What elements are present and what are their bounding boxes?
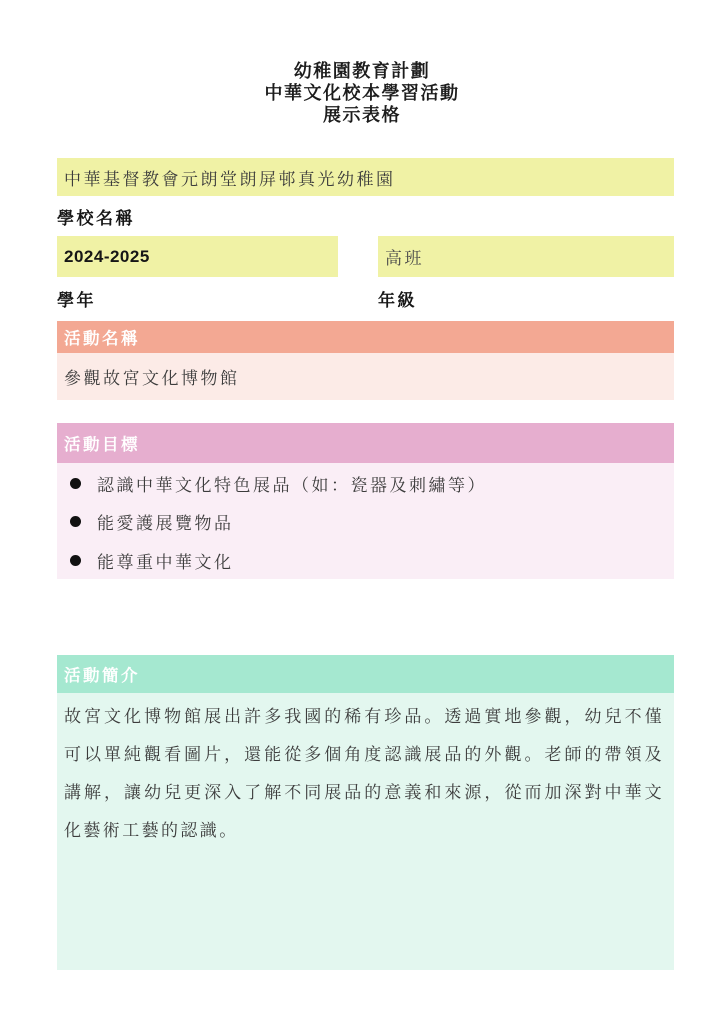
- activity-goals-header: 活動目標: [57, 423, 674, 463]
- page-title-line-1: 幼稚園教育計劃: [293, 61, 431, 81]
- school-year-field: [57, 236, 338, 277]
- activity-intro-body: [57, 693, 674, 970]
- goal-item: [64, 464, 674, 503]
- grade-label: 年級: [378, 291, 417, 310]
- goal-text: 能愛護展覽物品: [97, 514, 234, 534]
- goal-item: [64, 503, 674, 542]
- activity-goals-body: [57, 463, 674, 579]
- page-title-line-2: 中華文化校本學習活動: [264, 83, 460, 103]
- activity-name-value: 參觀故宮文化博物館: [64, 369, 240, 388]
- bullet-icon: [70, 555, 81, 566]
- grade-value: 高班: [385, 249, 424, 268]
- bullet-icon: [70, 516, 81, 527]
- activity-name-header: 活動名稱: [57, 321, 674, 353]
- school-year-value: 2024-2025: [64, 246, 150, 266]
- school-name-value: 中華基督教會元朗堂朗屏邨真光幼稚園: [64, 169, 396, 189]
- goal-item: [64, 541, 674, 580]
- activity-name-body: [57, 353, 674, 400]
- school-name-label: 學校名稱: [57, 209, 135, 228]
- activity-intro-text: 故宮文化博物館展出許多我國的稀有珍品。透過實地參觀，幼兒不僅可以單純觀看圖片，還能從多個角度認識展品的外觀。老師的帶領及講解，讓幼兒更深入了解不同展品的意義和來源，從而加深對中華文化藝術工藝的認識。: [64, 707, 664, 840]
- grade-field: [378, 236, 674, 277]
- goal-text: 能尊重中華文化: [97, 552, 234, 572]
- school-name-field: [57, 158, 674, 196]
- goal-text: 認識中華文化特色展品（如：瓷器及刺繡等）: [97, 475, 487, 495]
- school-year-label: 學年: [57, 291, 96, 310]
- bullet-icon: [70, 478, 81, 489]
- page-title-line-3: 展示表格: [323, 105, 401, 125]
- activity-intro-header: 活動簡介: [57, 655, 674, 693]
- page-title: [0, 60, 724, 126]
